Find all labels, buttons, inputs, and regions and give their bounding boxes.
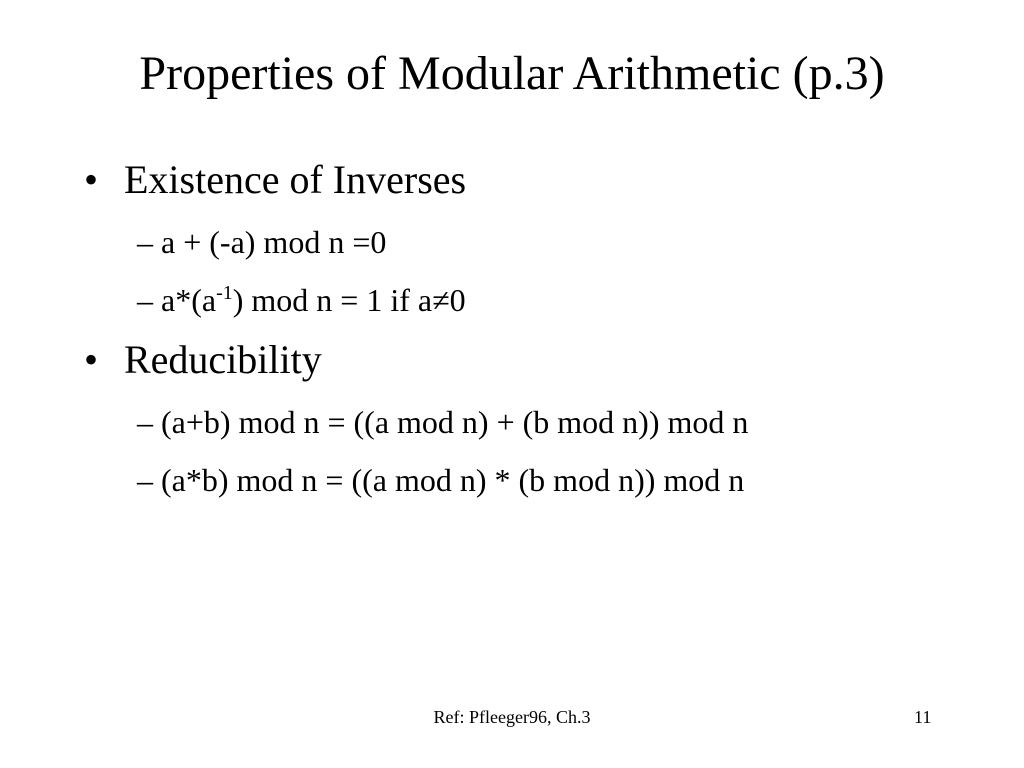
sub-bullet-additive-inverse bbox=[137, 222, 386, 262]
dash-icon: – bbox=[137, 282, 153, 318]
bullet-icon: • bbox=[84, 157, 99, 202]
bullet-existence-of-inverses bbox=[84, 156, 466, 204]
footer-reference: Ref: Pfleeger96, Ch.3 bbox=[433, 707, 591, 727]
sub-bullet-text-before: a*(a bbox=[161, 282, 217, 318]
sub-bullet-text-after: ) mod n = 1 if a≠0 bbox=[232, 282, 466, 318]
sub-bullet-reducibility-addition bbox=[137, 402, 748, 442]
bullet-text: Existence of Inverses bbox=[124, 157, 467, 202]
bullet-text: Reducibility bbox=[124, 337, 322, 382]
sub-bullet-text: (a+b) mod n = ((a mod n) + (b mod n)) mod n bbox=[161, 404, 749, 440]
slide-title: Properties of Modular Arithmetic (p.3) bbox=[139, 47, 885, 100]
sub-bullet-multiplicative-inverse bbox=[137, 280, 466, 320]
slide-number: 11 bbox=[914, 707, 932, 727]
bullet-icon: • bbox=[84, 337, 99, 382]
dash-icon: – bbox=[137, 404, 153, 440]
superscript-exponent: -1 bbox=[216, 282, 233, 304]
bullet-reducibility bbox=[84, 336, 322, 384]
dash-icon: – bbox=[137, 224, 153, 260]
sub-bullet-text: (a*b) mod n = ((a mod n) * (b mod n)) mod n bbox=[161, 462, 745, 498]
sub-bullet-reducibility-multiplication bbox=[137, 460, 744, 500]
dash-icon: – bbox=[137, 462, 153, 498]
sub-bullet-text: a + (-a) mod n =0 bbox=[161, 224, 387, 260]
